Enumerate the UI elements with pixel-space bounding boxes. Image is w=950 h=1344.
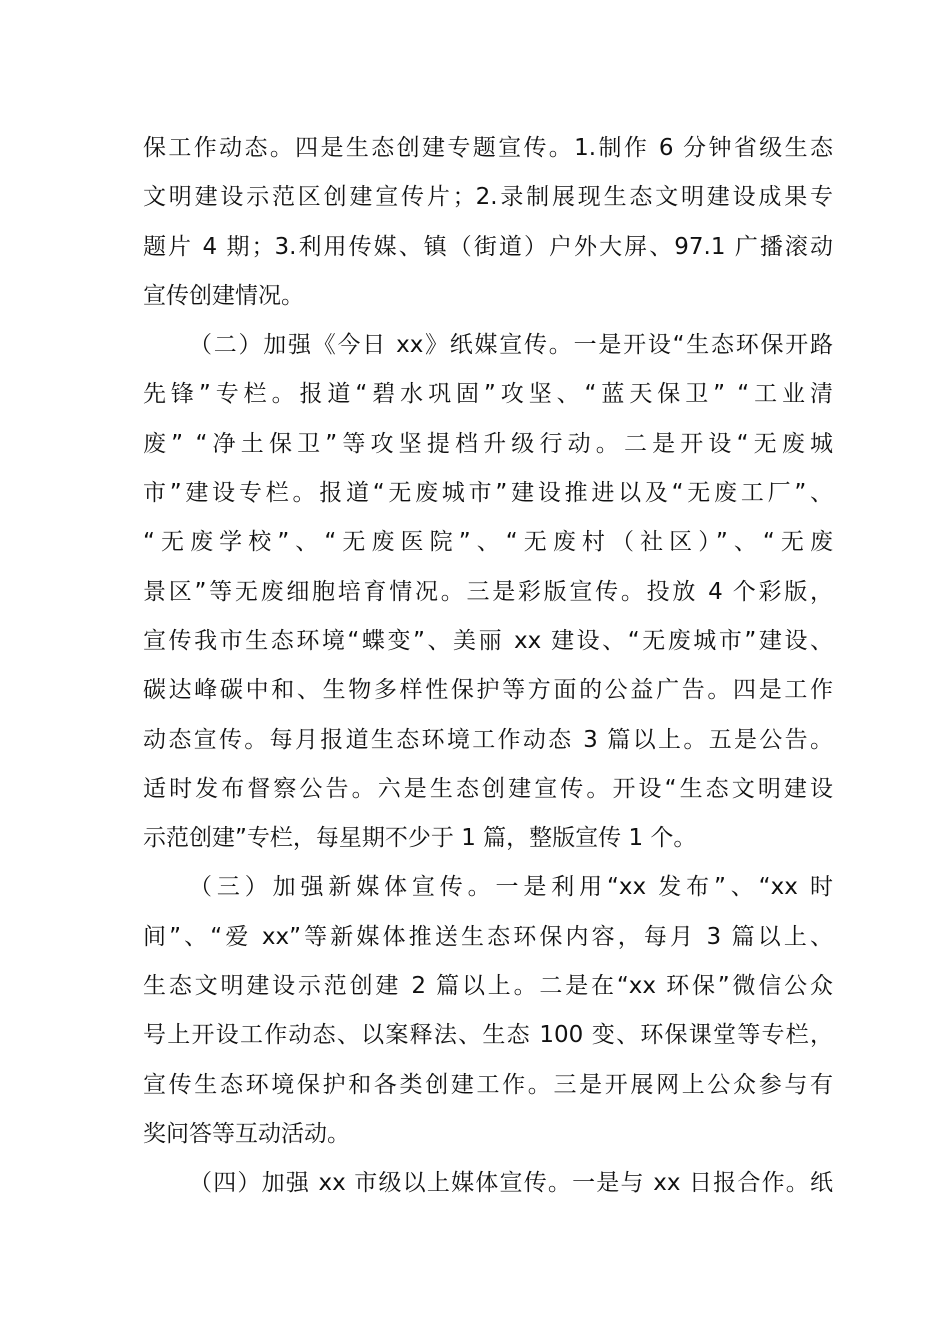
text-line: 废” “净土保卫”等攻坚提档升级行动。二是开设“无废城 xyxy=(143,430,833,457)
text-line: 市”建设专栏。报道“无废城市”建设推进以及“无废工厂”、 xyxy=(143,480,833,507)
text-line: 间”、“爱 xx”等新媒体推送生态环保内容，每月 3 篇以上、 xyxy=(143,923,833,950)
text-line: 题片 4 期；3.利用传媒、镇（街道）户外大屏、97.1 广播滚动 xyxy=(143,233,833,260)
text-line: 宣传创建情况。 xyxy=(143,282,304,309)
text-line: 生态文明建设示范创建 2 篇以上。二是在“xx 环保”微信公众 xyxy=(143,973,833,1000)
text-line: 适时发布督察公告。六是生态创建宣传。开设“生态文明建设 xyxy=(143,775,833,802)
text-line: 文明建设示范区创建宣传片；2.录制展现生态文明建设成果专 xyxy=(143,184,833,211)
text-line: 碳达峰碳中和、生物多样性保护等方面的公益广告。四是工作 xyxy=(143,677,833,704)
text-line: 宣传生态环境保护和各类创建工作。三是开展网上公众参与有 xyxy=(143,1071,833,1098)
text-line: 动态宣传。每月报道生态环境工作动态 3 篇以上。五是公告。 xyxy=(143,726,833,753)
document-body xyxy=(143,124,833,1209)
text-line: 保工作动态。四是生态创建专题宣传。1.制作 6 分钟省级生态 xyxy=(143,135,833,161)
paragraph-heading-line: （三）加强新媒体宣传。一是利用“xx 发布”、“xx 时 xyxy=(189,874,833,901)
text-line: “无废学校”、“无废医院”、“无废村（社区）”、“无废 xyxy=(143,529,833,556)
text-line: 奖问答等互动活动。 xyxy=(143,1120,350,1147)
text-line: 先锋”专栏。报道“碧水巩固”攻坚、“蓝天保卫” “工业清 xyxy=(143,381,833,408)
paragraph-heading-line: （四）加强 xx 市级以上媒体宣传。一是与 xx 日报合作。纸 xyxy=(189,1170,833,1197)
text-line: 号上开设工作动态、以案释法、生态 100 变、环保课堂等专栏， xyxy=(143,1022,833,1049)
paragraph-heading-line: （二）加强《今日 xx》纸媒宣传。一是开设“生态环保开路 xyxy=(189,332,833,359)
text-line: 示范创建”专栏，每星期不少于 1 篇，整版宣传 1 个。 xyxy=(143,825,697,852)
text-line: 景区”等无废细胞培育情况。三是彩版宣传。投放 4 个彩版， xyxy=(143,578,833,605)
text-line: 宣传我市生态环境“蝶变”、美丽 xx 建设、“无废城市”建设、 xyxy=(143,627,833,654)
